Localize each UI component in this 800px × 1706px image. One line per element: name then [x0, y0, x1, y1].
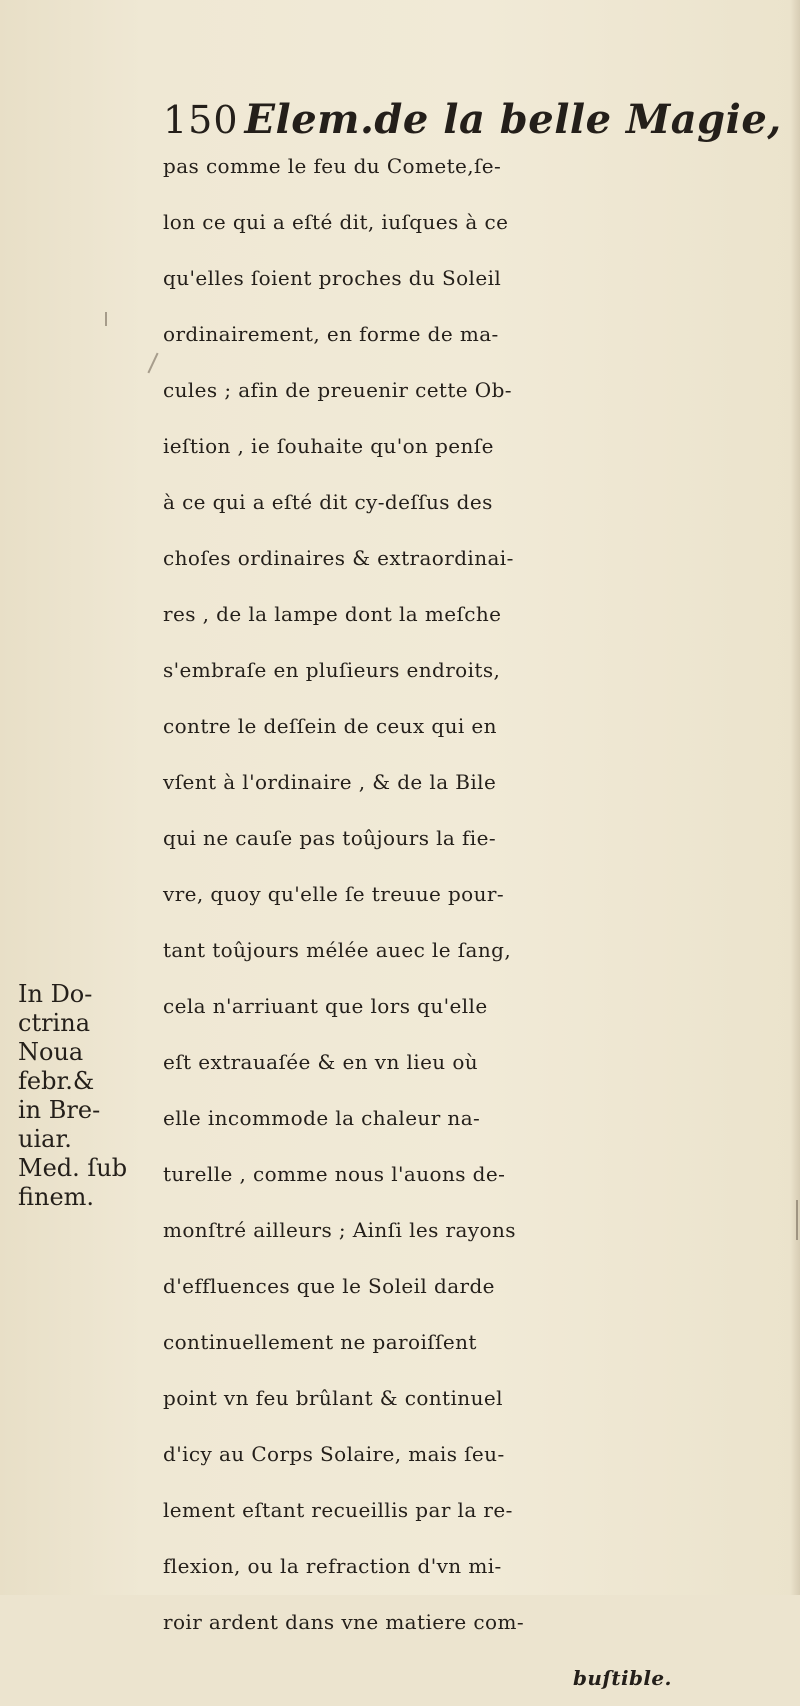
body-text — [163, 138, 800, 1706]
text-line: d'effluences que le Soleil darde — [163, 1274, 495, 1298]
text-line: lon ce qui a eſté dit, iuſques à ce — [163, 210, 509, 234]
margin-note-line: febr.& — [18, 1067, 95, 1095]
margin-note-line: finem. — [18, 1183, 95, 1211]
margin-note-line: in Bre- — [18, 1096, 101, 1124]
text-line: ieſtion , ie ſouhaite qu'on penſe — [163, 434, 494, 458]
text-line: cules ; afin de preuenir cette Ob- — [163, 378, 512, 402]
text-line: res , de la lampe dont la meſche — [163, 602, 502, 626]
stray-ink-mark — [105, 312, 107, 326]
margin-note-line: Med. ſub — [18, 1154, 128, 1182]
page-number: 150 — [163, 98, 239, 142]
text-line: monſtré ailleurs ; Ainſi les rayons — [163, 1218, 516, 1242]
text-line: vſent à l'ordinaire , & de la Bile — [163, 770, 497, 794]
text-line: pas comme le feu du Comete,ſe- — [163, 154, 502, 178]
text-line: roir ardent dans vne matiere com- — [163, 1610, 524, 1634]
text-line: choſes ordinaires & extraordinai- — [163, 546, 514, 570]
text-line: contre le deſſein de ceux qui en — [163, 714, 497, 738]
text-line: elle incommode la chaleur na- — [163, 1106, 481, 1130]
text-line: qui ne cauſe pas toûjours la fie- — [163, 826, 496, 850]
text-line: vre, quoy qu'elle ſe treuue pour- — [163, 882, 505, 906]
text-line: flexion, ou la refraction d'vn mi- — [163, 1554, 502, 1578]
text-line: eſt extrauaſée & en vn lieu où — [163, 1050, 479, 1074]
text-line: qu'elles ſoient proches du Soleil — [163, 266, 502, 290]
text-line: s'embraſe en pluſieurs endroits, — [163, 658, 501, 682]
margin-note-line: ctrina — [18, 1009, 90, 1037]
stray-ink-mark — [147, 353, 158, 374]
text-line-final: buſtible. — [573, 1666, 672, 1690]
text-line: continuellement ne paroiſſent — [163, 1330, 477, 1354]
text-line: turelle , comme nous l'auons de- — [163, 1162, 506, 1186]
text-line: cela n'arriuant que lors qu'elle — [163, 994, 488, 1018]
margin-note-line: uiar. — [18, 1125, 72, 1153]
running-title: Elem.de la belle Magie, — [244, 96, 782, 143]
text-line: d'icy au Corps Solaire, mais ſeu- — [163, 1442, 505, 1466]
text-line: point vn feu brûlant & continuel — [163, 1386, 503, 1410]
stray-ink-mark — [796, 1200, 798, 1240]
margin-note-line: In Do- — [18, 980, 93, 1008]
margin-note — [18, 980, 163, 1212]
text-line: ordinairement, en forme de ma- — [163, 322, 499, 346]
margin-note-line: Noua — [18, 1038, 84, 1066]
text-line: à ce qui a eſté dit cy-deſſus des — [163, 490, 493, 514]
text-line: tant toûjours mélée auec le ſang, — [163, 938, 512, 962]
text-line: lement eſtant recueillis par la re- — [163, 1498, 513, 1522]
